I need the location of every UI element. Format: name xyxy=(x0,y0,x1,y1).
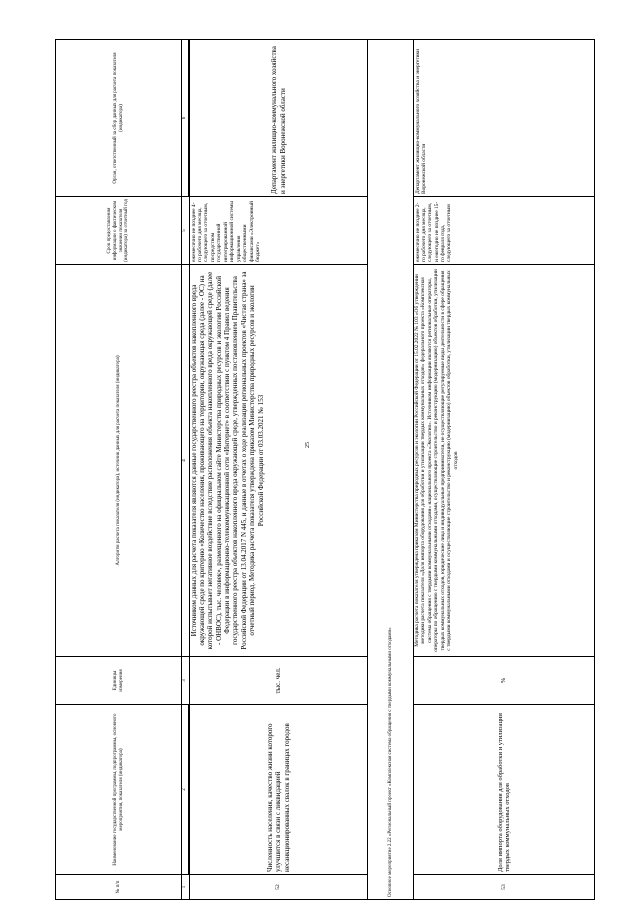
row-number: 53 xyxy=(414,875,595,900)
indicator-table xyxy=(55,39,595,900)
column-number: 2 xyxy=(182,705,190,875)
header-responsible: Орган, ответственный за сбор данных для расчета показателя (индикатора) xyxy=(56,40,182,197)
column-number: 3 xyxy=(182,657,190,705)
section-title: Основное мероприятие 2.22 «Региональный проект «Комплексная система обращения с твердыми коммунальными отходами» xyxy=(368,40,414,900)
column-number: 4 xyxy=(182,265,190,657)
indicator-name: Доля импорта оборудования для обработки и утилизации твердых коммунальных отходов xyxy=(414,705,595,875)
deadline-text: ежемесячно не позднее 4-го рабочего дня месяца, следующего за отчетным, посредством государственной интегрированной информационной системы управления общественными финансами «Электронный бюджет» xyxy=(189,197,368,265)
responsible-body: Департамент жилищно-коммунального хозяйства и энергетики Воронежской области xyxy=(189,40,368,197)
table-row xyxy=(414,40,595,900)
table-row xyxy=(189,40,368,900)
header-deadline: Срок предоставления информации о фактическом значении показателя (индикатора) за отчетный год xyxy=(56,197,182,265)
header-row xyxy=(56,40,182,900)
deadline-text: ежемесячно не позднее 2-го рабочего дня месяца, следующего за отчетным, и ежегодно не позднее 15-го февраля года, следующего за отчетным xyxy=(414,197,595,265)
header-num: № п/п xyxy=(56,875,182,900)
header-unit: Единицы измерения xyxy=(56,657,182,705)
header-algorithm: Алгоритм расчета показателя (индикатора), источник данных для расчета показателя (индикатора) xyxy=(56,265,182,657)
algorithm-text: Методика расчета показателя утверждена приказом Министерства природных ресурсов и экологии Российской Федерации от 15.02.2022 № 103 «Об утверждении методики расчета показателя «Доля импорта оборудования для обработки и утилизации твердых коммунальных отходов» федерального проекта «Комплексная система обращения с твердыми коммунальными отходами» национального проекта «Экология». Источником информации являются региональные операторы, операторы по обращению с твердыми коммунальными отходами, осуществляющие строительство и реконструкцию (модернизацию) объектов обработки, утилизации твердых коммунальных отходов, юридические лица и индивидуальные предприниматели, не осуществляющие регулируемые виды деятельности в сфере обращения с твердыми коммунальными отходами и осуществляющие строительство и реконструкцию (модернизацию) объектов обработки, утилизации твердых коммунальных отходов xyxy=(414,265,595,657)
responsible-body: Департамент жилищно-коммунального хозяйства и энергетики Воронежской области xyxy=(414,40,595,197)
unit: % xyxy=(414,657,595,705)
rotated-table-container xyxy=(55,40,595,900)
unit: тыс. чел. xyxy=(189,657,368,705)
algorithm-text: Источником данных для расчета показателя являются данные государственного реестра объектов накопленного вреда окружающей среде по критерию «Количество населения, проживающего на территории, окружающая среда (далее - ОС) на которой испытывает негативное воздействие вследствие расположения объекта накопленного вреда окружающей среде (далее - ОНВОС), тыс. человек», размещенного на официальном сайте Министерства природных ресурсов и экологии Российской Федерации в информационно-телекоммуникационной сети «Интернет» в соответствии с пунктом 4 Правил ведения государственного реестра объектов накопленного вреда окружающей среде, утвержденных постановлением Правительства Российской Федерации от 13.04.2017 N 445, и данные в отчетах о ходе реализации региональных проектов «Чистая страна» за отчетный период. Методика расчета показателя утверждена приказом Министерства природных ресурсов и экологии Российской Федерации от 03.03.2021 № 153 xyxy=(189,265,368,657)
column-number: 6 xyxy=(182,40,190,197)
section-row xyxy=(368,40,414,900)
column-number: 1 xyxy=(182,875,190,900)
indicator-name: Численность населения, качество жизни которого улучшится в связи с ликвидацией несанкционированных свалок в границах городов xyxy=(189,705,368,875)
row-number: 52 xyxy=(189,875,368,900)
header-name: Наименование государственной программы, подпрограммы, основного мероприятия, показателя (индикатора) xyxy=(56,705,182,875)
column-number: 5 xyxy=(182,197,190,265)
column-number-row xyxy=(182,40,190,900)
page-number: 25 xyxy=(305,442,311,448)
